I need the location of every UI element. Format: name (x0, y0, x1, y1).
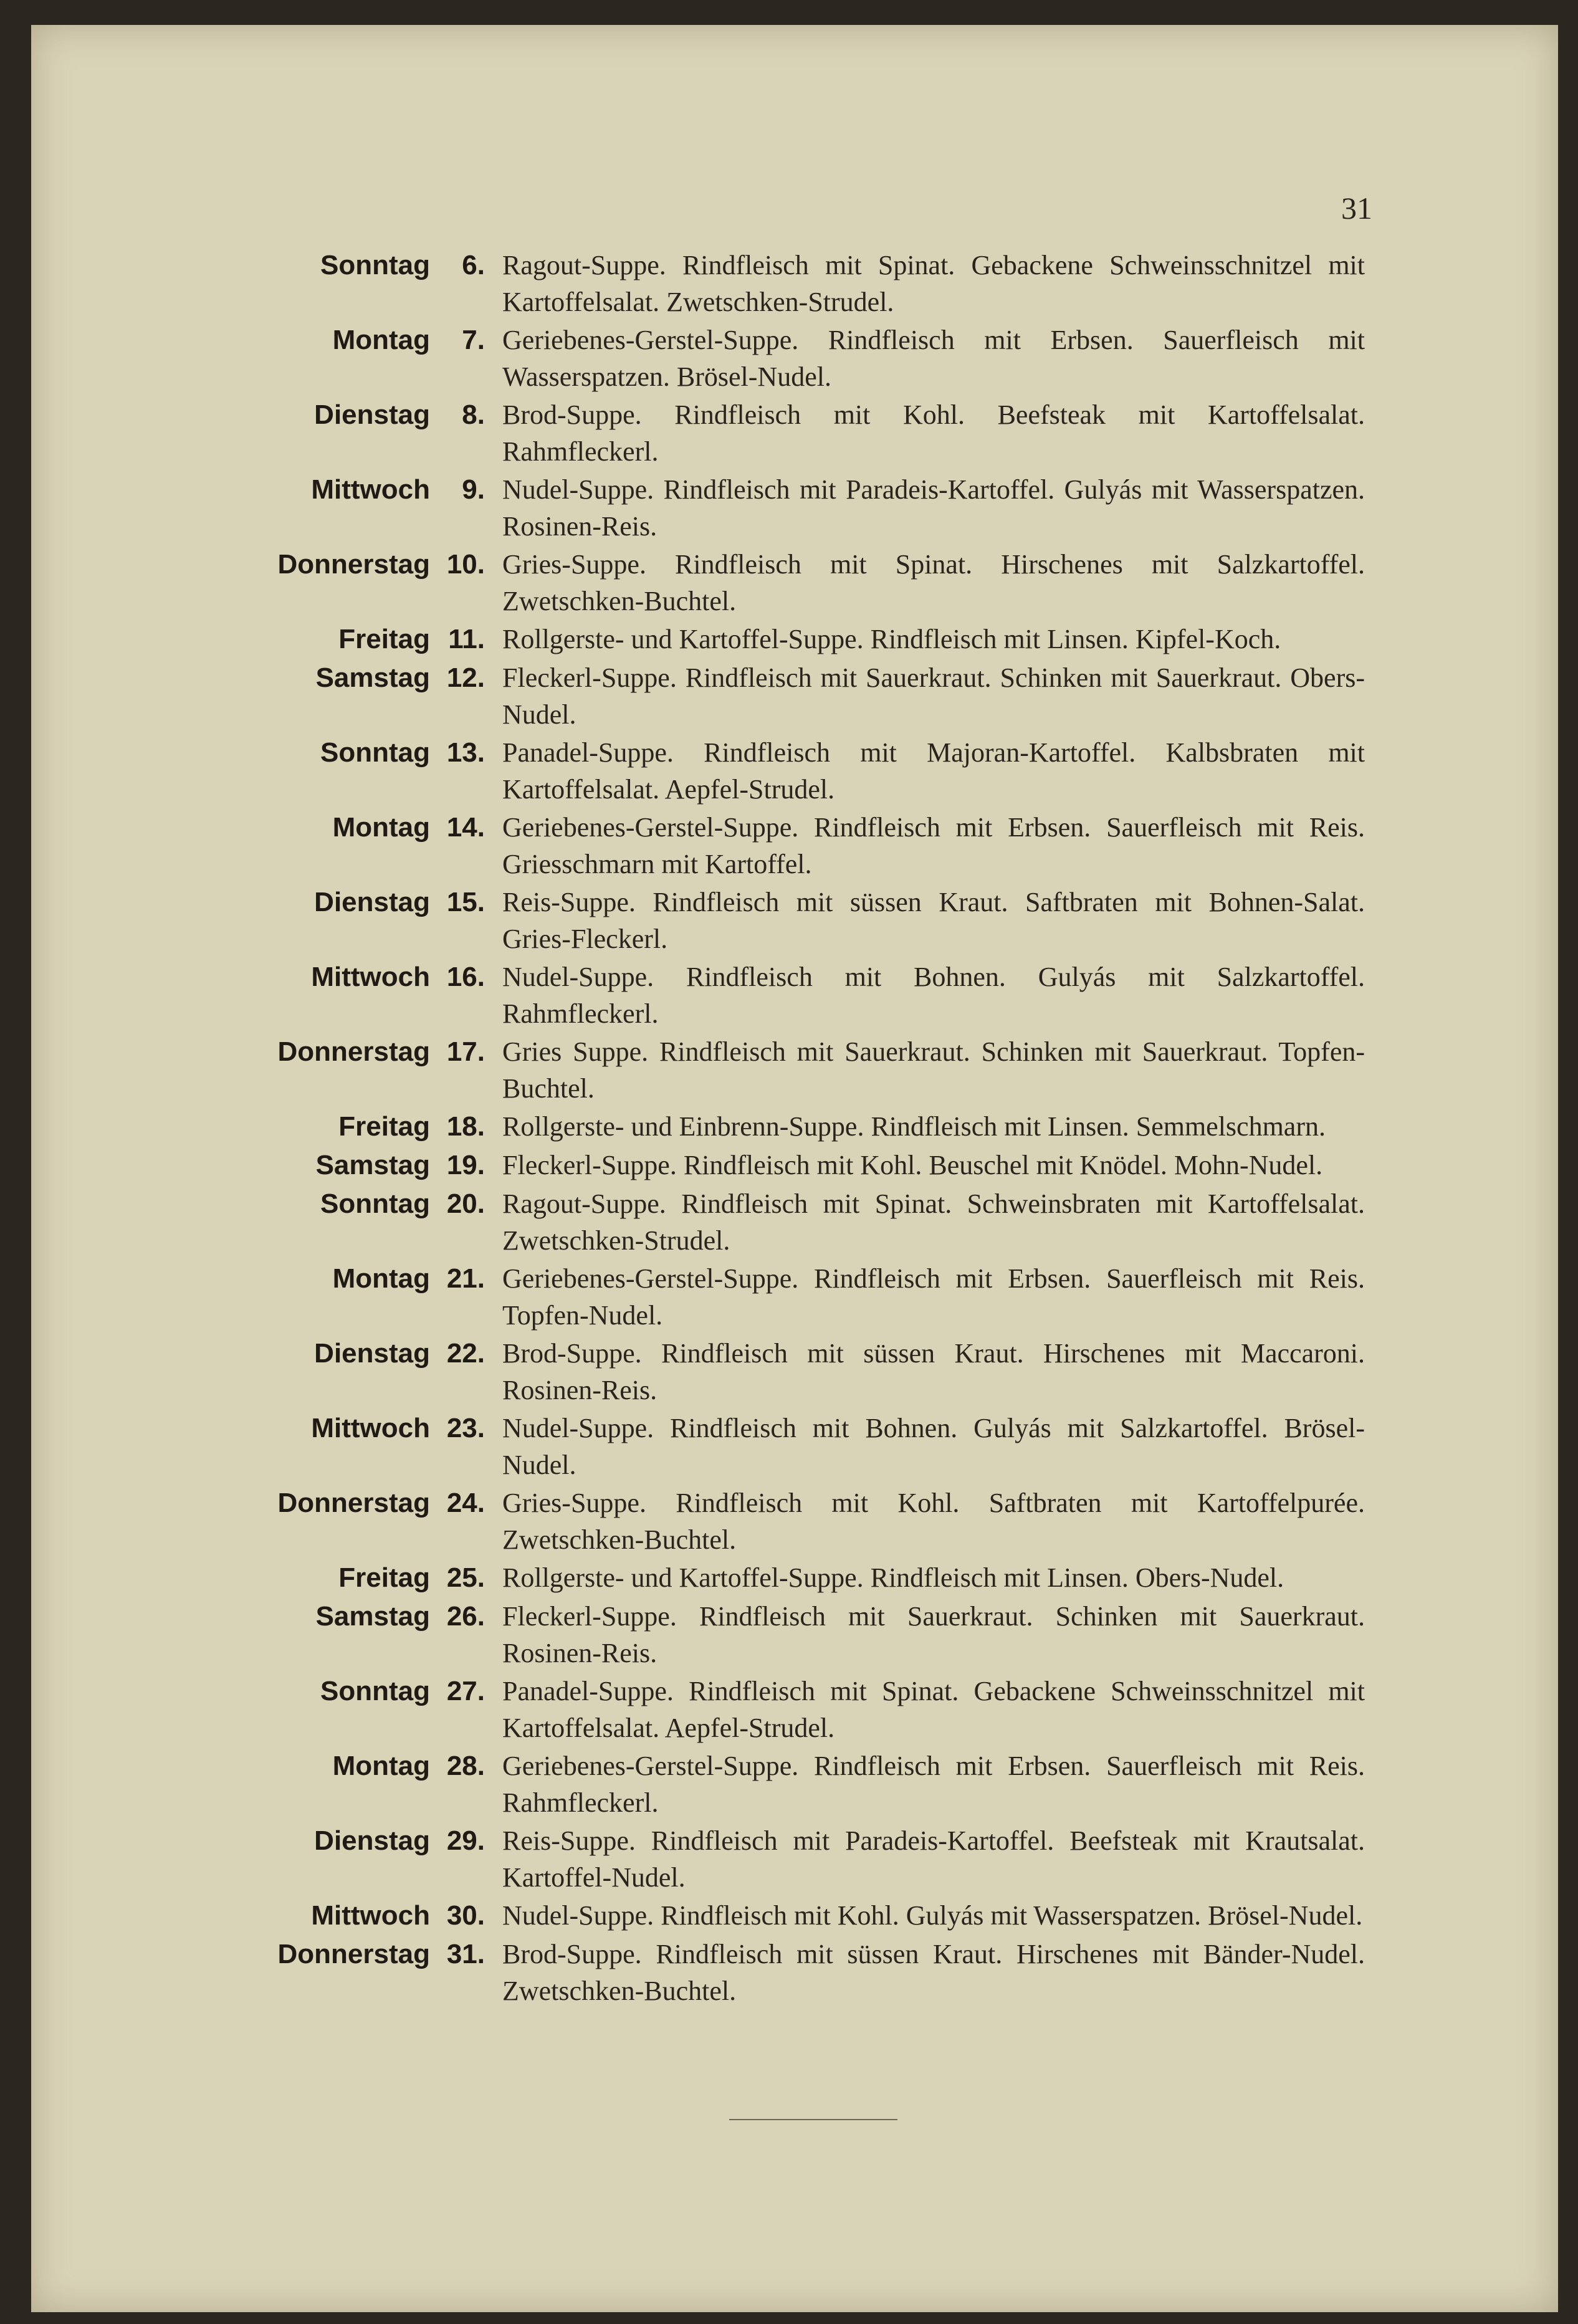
daily-menu-text: Fleckerl-Suppe. Rindfleisch mit Sauerkraut. Schinken mit Sauerkraut. Obers-Nudel. (502, 662, 1365, 730)
daily-menu-text: Brod-Suppe. Rindfleisch mit süssen Kraut. Hirschenes mit Maccaroni. Rosinen-Reis. (502, 1338, 1365, 1405)
daily-menu-text: Nudel-Suppe. Rindfleisch mit Paradeis-Kartoffel. Gulyás mit Wasserspatzen. Rosinen-Reis. (502, 474, 1365, 542)
day-number: 18. (446, 1111, 485, 1142)
menu-entry (262, 1185, 1371, 1259)
menu-list (262, 247, 1371, 2011)
day-number: 25. (446, 1562, 485, 1593)
daily-menu-text: Fleckerl-Suppe. Rindfleisch mit Sauerkraut. Schinken mit Sauerkraut. Rosinen-Reis. (502, 1601, 1365, 1668)
daily-menu-text: Ragout-Suppe. Rindfleisch mit Spinat. Gebackene Schweinsschnitzel mit Kartoffelsalat. Zwetschken-Strudel. (502, 250, 1365, 317)
day-number: 12. (446, 662, 485, 693)
menu-entry (262, 1147, 1371, 1184)
daily-menu-text: Geriebenes-Gerstel-Suppe. Rindfleisch mit Erbsen. Sauerfleisch mit Reis. Topfen-Nudel. (502, 1263, 1365, 1331)
page-number: 31 (1341, 191, 1372, 226)
day-number: 15. (446, 887, 485, 917)
daily-menu-text: Panadel-Suppe. Rindfleisch mit Majoran-Kartoffel. Kalbsbraten mit Kartoffelsalat. Aepfel-Strudel. (502, 737, 1365, 805)
weekday-label: Sonntag (320, 1676, 430, 1706)
menu-entry (262, 884, 1371, 957)
menu-entry (262, 247, 1371, 320)
daily-menu-text: Nudel-Suppe. Rindfleisch mit Kohl. Gulyás mit Wasserspatzen. Brösel-Nudel. (502, 1900, 1363, 1931)
weekday-label: Sonntag (320, 1188, 430, 1219)
menu-entry (262, 959, 1371, 1032)
daily-menu-text: Geriebenes-Gerstel-Suppe. Rindfleisch mit Erbsen. Sauerfleisch mit Reis. Rahmfleckerl. (502, 1751, 1365, 1818)
daily-menu-text: Reis-Suppe. Rindfleisch mit süssen Kraut. Saftbraten mit Bohnen-Salat. Gries-Fleckerl. (502, 887, 1365, 954)
day-number: 8. (462, 399, 485, 430)
weekday-label: Mittwoch (311, 1900, 430, 1931)
weekday-label: Donnerstag (277, 1036, 430, 1067)
day-number: 30. (446, 1900, 485, 1931)
day-number: 11. (448, 624, 485, 654)
daily-menu-text: Nudel-Suppe. Rindfleisch mit Bohnen. Gulyás mit Salzkartoffel. Rahmfleckerl. (502, 962, 1365, 1029)
daily-menu-text: Panadel-Suppe. Rindfleisch mit Spinat. Gebackene Schweinsschnitzel mit Kartoffelsalat. Aepfel-Strudel. (502, 1676, 1365, 1743)
weekday-label: Sonntag (320, 250, 430, 280)
menu-entry (262, 1822, 1371, 1896)
day-number: 21. (446, 1263, 485, 1294)
weekday-label: Freitag (338, 1562, 430, 1593)
daily-menu-text: Reis-Suppe. Rindfleisch mit Paradeis-Kartoffel. Beefsteak mit Krautsalat. Kartoffel-Nudel. (502, 1825, 1365, 1893)
weekday-label: Montag (332, 812, 430, 843)
daily-menu-text: Rollgerste- und Einbrenn-Suppe. Rindfleisch mit Linsen. Semmelschmarn. (502, 1111, 1326, 1142)
day-number: 10. (446, 549, 485, 580)
menu-entry (262, 734, 1371, 808)
day-number: 26. (446, 1601, 485, 1632)
weekday-label: Dienstag (314, 399, 430, 430)
day-number: 16. (446, 962, 485, 992)
weekday-label: Freitag (338, 1111, 430, 1142)
daily-menu-text: Gries-Suppe. Rindfleisch mit Spinat. Hirschenes mit Salzkartoffel. Zwetschken-Buchtel. (502, 549, 1365, 616)
menu-entry (262, 546, 1371, 619)
menu-entry (262, 471, 1371, 545)
day-number: 22. (446, 1338, 485, 1369)
daily-menu-text: Geriebenes-Gerstel-Suppe. Rindfleisch mit Erbsen. Sauerfleisch mit Wasserspatzen. Brösel-Nudel. (502, 325, 1365, 392)
menu-entry (262, 1748, 1371, 1821)
weekday-label: Mittwoch (311, 1413, 430, 1443)
weekday-label: Samstag (315, 1601, 430, 1632)
day-number: 29. (446, 1825, 485, 1856)
day-number: 14. (446, 812, 485, 843)
daily-menu-text: Nudel-Suppe. Rindfleisch mit Bohnen. Gulyás mit Salzkartoffel. Brösel-Nudel. (502, 1413, 1365, 1480)
daily-menu-text: Rollgerste- und Kartoffel-Suppe. Rindfleisch mit Linsen. Obers-Nudel. (502, 1562, 1284, 1593)
menu-entry (262, 1485, 1371, 1558)
daily-menu-text: Gries Suppe. Rindfleisch mit Sauerkraut. Schinken mit Sauerkraut. Topfen-Buchtel. (502, 1036, 1365, 1104)
menu-entry (262, 1108, 1371, 1145)
day-number: 28. (446, 1751, 485, 1781)
daily-menu-text: Fleckerl-Suppe. Rindfleisch mit Kohl. Beuschel mit Knödel. Mohn-Nudel. (502, 1150, 1323, 1180)
weekday-label: Freitag (338, 624, 430, 654)
weekday-label: Samstag (315, 1150, 430, 1180)
day-number: 17. (446, 1036, 485, 1067)
weekday-label: Samstag (315, 662, 430, 693)
weekday-label: Donnerstag (277, 1939, 430, 1969)
day-number: 24. (446, 1488, 485, 1518)
weekday-label: Donnerstag (277, 549, 430, 580)
weekday-label: Montag (332, 325, 430, 355)
menu-entry (262, 1559, 1371, 1597)
weekday-label: Donnerstag (277, 1488, 430, 1518)
weekday-label: Mittwoch (311, 962, 430, 992)
daily-menu-text: Ragout-Suppe. Rindfleisch mit Spinat. Schweinsbraten mit Kartoffelsalat. Zwetschken-Strudel. (502, 1188, 1365, 1256)
menu-entry (262, 322, 1371, 395)
menu-entry (262, 1033, 1371, 1107)
weekday-label: Mittwoch (311, 474, 430, 505)
weekday-label: Dienstag (314, 1338, 430, 1369)
daily-menu-text: Rollgerste- und Kartoffel-Suppe. Rindfleisch mit Linsen. Kipfel-Koch. (502, 624, 1281, 654)
day-number: 6. (462, 250, 485, 280)
weekday-label: Montag (332, 1263, 430, 1294)
day-number: 27. (446, 1676, 485, 1706)
menu-entry (262, 1410, 1371, 1483)
menu-entry (262, 1936, 1371, 2009)
menu-entry (262, 621, 1371, 658)
menu-entry (262, 659, 1371, 733)
day-number: 31. (446, 1939, 485, 1969)
menu-entry (262, 1335, 1371, 1408)
day-number: 23. (446, 1413, 485, 1443)
day-number: 9. (462, 474, 485, 505)
menu-entry (262, 396, 1371, 470)
day-number: 13. (446, 737, 485, 768)
weekday-label: Dienstag (314, 1825, 430, 1856)
menu-entry (262, 1598, 1371, 1671)
daily-menu-text: Brod-Suppe. Rindfleisch mit süssen Kraut. Hirschenes mit Bänder-Nudel. Zwetschken-Buchtel. (502, 1939, 1365, 2006)
day-number: 7. (462, 325, 485, 355)
daily-menu-text: Gries-Suppe. Rindfleisch mit Kohl. Saftbraten mit Kartoffelpurée. Zwetschken-Buchtel. (502, 1488, 1365, 1555)
day-number: 20. (446, 1188, 485, 1219)
menu-entry (262, 1260, 1371, 1334)
weekday-label: Montag (332, 1751, 430, 1781)
menu-entry (262, 1673, 1371, 1746)
weekday-label: Dienstag (314, 887, 430, 917)
weekday-label: Sonntag (320, 737, 430, 768)
menu-entry (262, 1897, 1371, 1934)
daily-menu-text: Brod-Suppe. Rindfleisch mit Kohl. Beefsteak mit Kartoffelsalat. Rahmfleckerl. (502, 399, 1365, 467)
daily-menu-text: Geriebenes-Gerstel-Suppe. Rindfleisch mit Erbsen. Sauerfleisch mit Reis. Griesschmarn mit Kartoffel. (502, 812, 1365, 879)
end-divider (729, 2119, 897, 2120)
day-number: 19. (446, 1150, 485, 1180)
menu-entry (262, 809, 1371, 882)
